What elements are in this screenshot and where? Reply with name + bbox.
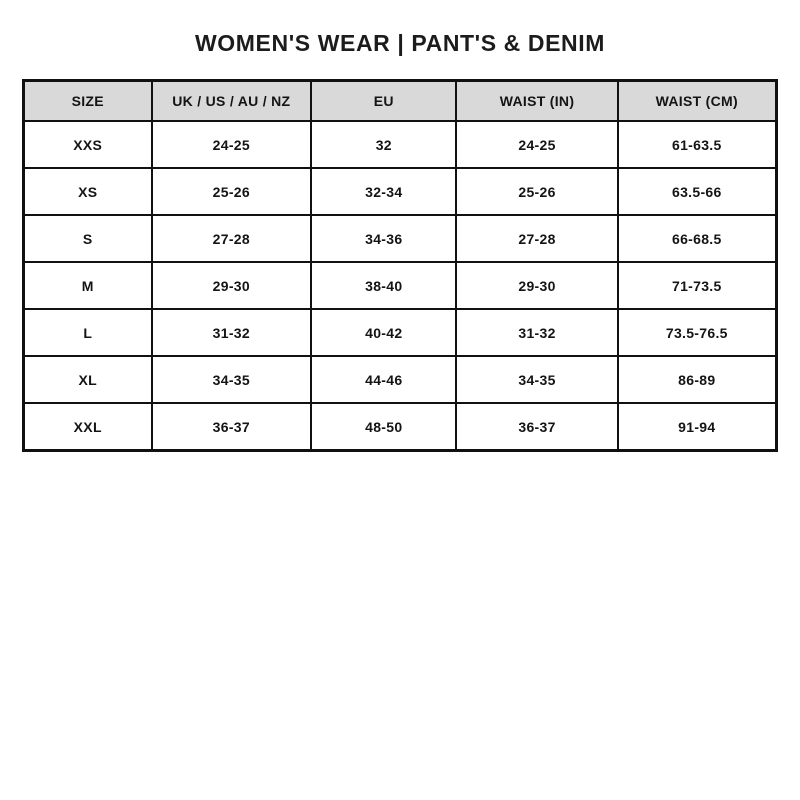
size-chart-table [22,79,778,452]
size-cell: XXS [24,121,152,168]
value-cell: 25-26 [456,168,617,215]
header-row [24,81,777,122]
value-cell: 38-40 [311,262,456,309]
value-cell: 27-28 [456,215,617,262]
page-title: WOMEN'S WEAR | PANT'S & DENIM [194,30,605,56]
table-row [24,309,777,356]
value-cell: 36-37 [152,403,312,451]
table-header [24,81,777,122]
table-row [24,168,777,215]
value-cell: 40-42 [311,309,456,356]
table-row [24,403,777,451]
value-cell: 31-32 [152,309,312,356]
column-header: WAIST (CM) [618,81,777,122]
value-cell: 86-89 [618,356,777,403]
value-cell: 27-28 [152,215,312,262]
value-cell: 71-73.5 [618,262,777,309]
table-row [24,262,777,309]
value-cell: 36-37 [456,403,617,451]
column-header: SIZE [24,81,152,122]
size-cell: XL [24,356,152,403]
value-cell: 32 [311,121,456,168]
value-cell: 61-63.5 [618,121,777,168]
value-cell: 34-35 [152,356,312,403]
size-cell: S [24,215,152,262]
value-cell: 29-30 [152,262,312,309]
value-cell: 63.5-66 [618,168,777,215]
table-body [24,121,777,451]
table-row [24,215,777,262]
size-cell: XXL [24,403,152,451]
value-cell: 29-30 [456,262,617,309]
value-cell: 34-35 [456,356,617,403]
column-header: WAIST (IN) [456,81,617,122]
value-cell: 25-26 [152,168,312,215]
column-header: UK / US / AU / NZ [152,81,312,122]
table-row [24,356,777,403]
value-cell: 44-46 [311,356,456,403]
size-cell: XS [24,168,152,215]
value-cell: 48-50 [311,403,456,451]
value-cell: 24-25 [456,121,617,168]
size-cell: M [24,262,152,309]
table-row [24,121,777,168]
value-cell: 24-25 [152,121,312,168]
column-header: EU [311,81,456,122]
value-cell: 66-68.5 [618,215,777,262]
value-cell: 34-36 [311,215,456,262]
value-cell: 73.5-76.5 [618,309,777,356]
size-cell: L [24,309,152,356]
value-cell: 91-94 [618,403,777,451]
value-cell: 32-34 [311,168,456,215]
value-cell: 31-32 [456,309,617,356]
